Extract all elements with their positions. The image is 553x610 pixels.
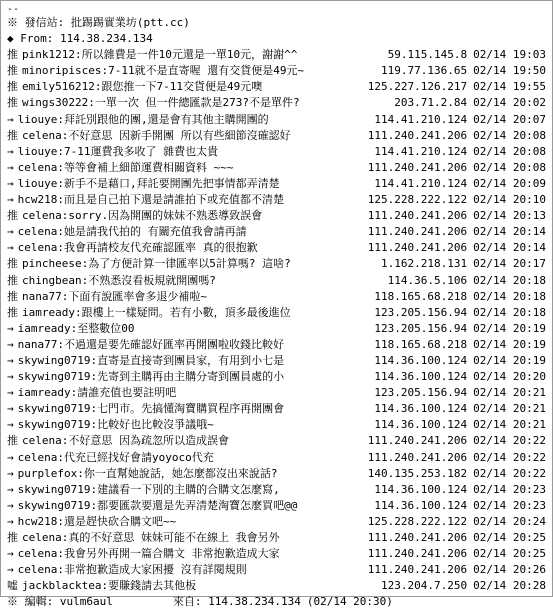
comment-content: :你一直幫她說話，她怎麼都沒出來說話? [77, 466, 278, 480]
push-comment [7, 369, 546, 385]
comment-content: :sorry.因為開團的妹妹不熟悉導致誤會 [61, 209, 263, 223]
push-comment [7, 79, 546, 95]
comment-time: 02/14 20:21 [473, 402, 546, 416]
push-comment [7, 176, 546, 192]
comment-content: :跟您推一下7-11交貨便是49元噢 [94, 80, 263, 94]
comment-content: :為了方便計算一律匯率以5計算嗎? 這啥? [81, 257, 291, 271]
comment-user[interactable]: hcw218 [17, 193, 58, 207]
comment-time: 02/14 20:26 [473, 563, 546, 577]
comment-tag: → [7, 225, 14, 239]
comment-time: 02/14 20:28 [473, 579, 546, 593]
edit-from: 來自: 114.38.234.134 [172, 595, 301, 609]
comment-user[interactable]: wings30222 [22, 96, 89, 110]
comment-content: :7-11就不是直寄喔 還有交貨便是49元~ [101, 64, 305, 78]
comment-content: :不好意思 因為疏忽所以造成誤會 [61, 434, 229, 448]
push-comment [7, 289, 546, 305]
comment-content: :直寄是直接寄到團員家，有用到小七是 [90, 353, 285, 367]
comment-ip: 118.165.68.218 [374, 337, 468, 351]
comment-tag: 噓 [7, 579, 18, 593]
push-comment [7, 305, 546, 321]
comment-time: 02/14 20:02 [473, 96, 546, 110]
comment-tag: → [7, 193, 14, 207]
push-comment [7, 160, 546, 176]
comment-ip: 114.36.5.106 [387, 273, 468, 287]
push-comment [7, 273, 546, 289]
comment-ip: 125.228.222.122 [367, 193, 468, 207]
push-comment-list [7, 47, 546, 594]
comment-ip: 111.240.241.206 [367, 434, 468, 448]
comment-content: :先寄到主購再由主購分寄到團員處的小 [90, 370, 285, 384]
comment-time: 02/14 20:21 [473, 418, 546, 432]
push-comment [7, 546, 546, 562]
push-comment [7, 578, 546, 594]
comment-tag: → [7, 144, 14, 158]
comment-ip: 114.36.100.124 [374, 482, 468, 496]
comment-ip: 140.135.253.182 [367, 466, 468, 480]
comment-user[interactable]: celena [17, 241, 58, 255]
comment-tag: → [7, 498, 14, 512]
comment-content: :請誰充值也要註明吧 [70, 386, 177, 400]
comment-time: 02/14 20:07 [473, 112, 546, 126]
comment-time: 02/14 19:03 [473, 48, 546, 62]
comment-time: 02/14 20:08 [473, 144, 546, 158]
comment-ip: 114.36.100.124 [374, 498, 468, 512]
comment-ip: 203.71.2.84 [394, 96, 468, 110]
comment-ip: 111.240.241.206 [367, 547, 468, 561]
comment-time: 02/14 20:25 [473, 531, 546, 544]
comment-user[interactable]: liouye [17, 112, 58, 126]
comment-ip: 118.165.68.218 [374, 289, 468, 303]
comment-ip: 125.228.222.122 [367, 514, 468, 528]
push-comment [7, 240, 546, 256]
comment-ip: 111.240.241.206 [367, 128, 468, 142]
comment-time: 02/14 20:18 [473, 305, 546, 319]
comment-tag: → [7, 466, 14, 480]
comment-user[interactable]: skywing0719 [17, 402, 91, 416]
push-comment [7, 514, 546, 530]
comment-ip: 114.36.100.124 [374, 402, 468, 416]
comment-tag: → [7, 514, 14, 528]
push-comment [7, 562, 546, 578]
comment-tag: → [7, 370, 14, 384]
comment-content: :她是請我代拍的 有關充值我會請再請 [57, 225, 247, 239]
comment-ip: 111.240.241.206 [367, 225, 468, 239]
comment-time: 02/14 20:08 [473, 160, 546, 174]
comment-content: :而且是自己拍下還是請誰拍下或充值都不清楚 [57, 193, 284, 207]
comment-user[interactable]: purplefox [17, 466, 78, 480]
comment-time: 02/14 20:24 [473, 514, 546, 528]
comment-time: 02/14 20:19 [473, 337, 546, 351]
comment-tag: 推 [7, 48, 18, 62]
comment-tag: → [7, 337, 14, 351]
comment-user[interactable]: celena [17, 547, 58, 561]
comment-user[interactable]: liouye [17, 176, 58, 190]
comment-ip: 114.41.210.124 [374, 176, 468, 190]
comment-time: 02/14 20:20 [473, 370, 546, 384]
comment-content: :非常抱歉造成大家困擾 沒有詳閱規則 [57, 563, 247, 577]
comment-time: 02/14 20:09 [473, 176, 546, 190]
push-comment [7, 498, 546, 514]
comment-user[interactable]: jackblacktea [22, 579, 102, 593]
comment-time: 02/14 20:19 [473, 321, 546, 335]
comment-user[interactable]: celena [22, 209, 62, 223]
comment-ip: 114.41.210.124 [374, 112, 468, 126]
comment-user[interactable]: skywing0719 [17, 482, 91, 496]
comment-tag: → [7, 482, 14, 496]
comment-user[interactable]: skywing0719 [17, 370, 91, 384]
comment-content: :拜託別跟他的團,還是會有其他主購開團的 [57, 112, 269, 126]
push-comment [7, 450, 546, 466]
comment-content: :至整數位00 [70, 321, 135, 335]
comment-tag: 推 [7, 434, 18, 448]
comment-user[interactable]: skywing0719 [17, 418, 91, 432]
comment-time: 02/14 20:25 [473, 547, 546, 561]
comment-time: 02/14 20:19 [473, 353, 546, 367]
comment-tag: → [7, 386, 14, 400]
comment-content: :七門市。先搞懂淘寶購買程序再開團會 [90, 402, 285, 416]
comment-ip: 114.41.210.124 [374, 144, 468, 158]
comment-tag: 推 [7, 80, 18, 94]
comment-content: :新手不是藉口,拜託要開團先把事情都弄清楚 [57, 176, 280, 190]
edit-time: (02/14 20:30) [306, 595, 393, 609]
comment-tag: 推 [7, 128, 18, 142]
push-comment [7, 208, 546, 224]
push-comment [7, 466, 546, 482]
comment-content: :我會另外再開一篇合購文 非常抱歉造成大家 [57, 547, 280, 561]
comment-tag: → [7, 418, 14, 432]
comment-content: :不過還是要先確認好匯率再開團啦收錢比較好 [57, 337, 284, 351]
comment-content: :建議看一下別的主購的合購文怎麼寫, [90, 482, 280, 496]
comment-ip: 111.240.241.206 [367, 209, 468, 223]
comment-ip: 119.77.136.65 [381, 64, 468, 78]
comment-content: :真的不好意思 妹妹可能不在線上 我會另外 [61, 531, 280, 544]
comment-ip: 111.240.241.206 [367, 531, 468, 544]
push-comment [7, 321, 546, 337]
comment-user[interactable]: minoripisces [22, 64, 102, 78]
comment-tag: → [7, 402, 14, 416]
edit-label: ※ 編輯: vulm6aul [7, 595, 113, 609]
push-comment [7, 385, 546, 401]
comment-ip: 114.36.100.124 [374, 353, 468, 367]
comment-tag: → [7, 160, 14, 174]
comment-user[interactable]: celena [17, 563, 58, 577]
comment-user[interactable]: celena [17, 160, 58, 174]
comment-time: 02/14 20:23 [473, 498, 546, 512]
comment-user[interactable]: nana77 [17, 337, 58, 351]
comment-user[interactable]: emily516212 [22, 80, 95, 94]
comment-tag: → [7, 321, 14, 335]
comment-time: 02/14 20:21 [473, 386, 546, 400]
comment-time: 02/14 20:18 [473, 273, 546, 287]
push-comment [7, 530, 546, 546]
comment-content: :不熟悉沒看板規就開團嗎? [81, 273, 216, 287]
push-comment [7, 144, 546, 160]
separator: -- [7, 4, 20, 15]
comment-time: 02/14 19:55 [473, 80, 546, 94]
comment-content: :下面有說匯率會多退少補啦~ [61, 289, 207, 303]
comment-user[interactable]: celena [17, 225, 58, 239]
comment-content: :要賺錢請去其他板 [101, 579, 197, 593]
comment-user[interactable]: chingbean [22, 273, 82, 287]
comment-ip: 123.205.156.94 [374, 321, 468, 335]
comment-time: 02/14 20:13 [473, 209, 546, 223]
site-line: ※ 發信站: 批踢踢實業坊(ptt.cc) [7, 16, 190, 29]
comment-tag: 推 [7, 64, 18, 78]
comment-tag: → [7, 176, 14, 190]
comment-ip: 123.205.156.94 [374, 386, 468, 400]
push-comment [7, 433, 546, 449]
comment-user[interactable]: iamready [17, 386, 71, 400]
comment-ip: 59.115.145.8 [387, 48, 468, 62]
comment-content: :還是趕快砍合購文吧~~ [57, 514, 177, 528]
push-comment [7, 192, 546, 208]
comment-content: :都要匯款要還是先弄清楚淘寶怎麼買吧@@ [90, 498, 298, 512]
comment-user[interactable]: celena [22, 434, 62, 448]
comment-user[interactable]: skywing0719 [17, 498, 91, 512]
push-comment [7, 95, 546, 111]
comment-tag: → [7, 450, 14, 464]
comment-content: :比較好也比較沒爭議哦~ [90, 418, 214, 432]
comment-time: 02/14 20:10 [473, 193, 546, 207]
push-comment [7, 112, 546, 128]
comment-ip: 111.240.241.206 [367, 160, 468, 174]
comment-time: 02/14 20:17 [473, 257, 546, 271]
comment-time: 02/14 19:50 [473, 64, 546, 78]
comment-user[interactable]: iamready [22, 305, 75, 319]
comment-tag: 推 [7, 257, 18, 271]
comment-user[interactable]: iamready [17, 321, 71, 335]
comment-user[interactable]: pink1212 [22, 48, 75, 62]
push-comment [7, 256, 546, 272]
push-comment [7, 128, 546, 144]
comment-user[interactable]: liouye [17, 144, 58, 158]
comment-user[interactable]: celena [17, 450, 58, 464]
comment-tag: 推 [7, 289, 18, 303]
comment-content: :所以雜費是一件10元還是一單10元，謝謝^^ [74, 48, 298, 62]
comment-ip: 123.204.7.250 [381, 579, 468, 593]
comment-content: :7-11運費我多收了 雜費也太貴 [57, 144, 219, 158]
comment-tag: → [7, 112, 14, 126]
comment-content: :一單一次 但一件總匯款是273?不是單件? [88, 96, 300, 110]
comment-time: 02/14 20:18 [473, 289, 546, 303]
comment-user[interactable]: hcw218 [17, 514, 58, 528]
comment-time: 02/14 20:22 [473, 434, 546, 448]
push-comment [7, 482, 546, 498]
push-comment [7, 401, 546, 417]
comment-tag: 推 [7, 531, 18, 544]
comment-content: :我會再請校友代充確認匯率 真的很抱歉 [57, 241, 258, 255]
comment-ip: 1.162.218.131 [381, 257, 468, 271]
push-comment [7, 47, 546, 63]
comment-ip: 125.227.126.217 [367, 80, 468, 94]
push-comment [7, 224, 546, 240]
comment-user[interactable]: celena [22, 128, 62, 142]
comment-ip: 114.36.100.124 [374, 418, 468, 432]
comment-content: :跟樓上一樣疑問。若有小數，頂多最後進位 [74, 305, 291, 319]
comment-time: 02/14 20:23 [473, 482, 546, 496]
comment-content: :等等會補上細節運費相關資料 ~~~ [57, 160, 234, 174]
comment-time: 02/14 20:22 [473, 466, 546, 480]
comment-tag: 推 [7, 96, 18, 110]
comment-content: :不好意思 因新手開團 所以有些細節沒確認好 [61, 128, 291, 142]
push-comment [7, 353, 546, 369]
comment-ip: 111.240.241.206 [367, 563, 468, 577]
comment-user[interactable]: pincheese [22, 257, 82, 271]
comment-tag: → [7, 241, 14, 255]
comment-time: 02/14 20:08 [473, 128, 546, 142]
comment-user[interactable]: skywing0719 [17, 353, 91, 367]
comment-content: :代充已經找好會請yoyoco代充 [57, 450, 214, 464]
comment-time: 02/14 20:22 [473, 450, 546, 464]
push-comment [7, 63, 546, 79]
comment-tag: → [7, 353, 14, 367]
comment-ip: 111.240.241.206 [367, 450, 468, 464]
comment-ip: 114.36.100.124 [374, 370, 468, 384]
comment-time: 02/14 20:14 [473, 241, 546, 255]
comment-tag: 推 [7, 273, 18, 287]
comment-tag: 推 [7, 305, 18, 319]
comment-time: 02/14 20:14 [473, 225, 546, 239]
comment-tag: → [7, 563, 14, 577]
comment-ip: 111.240.241.206 [367, 241, 468, 255]
comment-ip: 123.205.156.94 [374, 305, 468, 319]
comment-user[interactable]: celena [22, 531, 62, 544]
comment-user[interactable]: nana77 [22, 289, 62, 303]
comment-tag: 推 [7, 209, 18, 223]
comment-tag: → [7, 547, 14, 561]
push-comment [7, 417, 546, 433]
from-line: ◆ From: 114.38.234.134 [7, 32, 153, 46]
push-comment [7, 337, 546, 353]
